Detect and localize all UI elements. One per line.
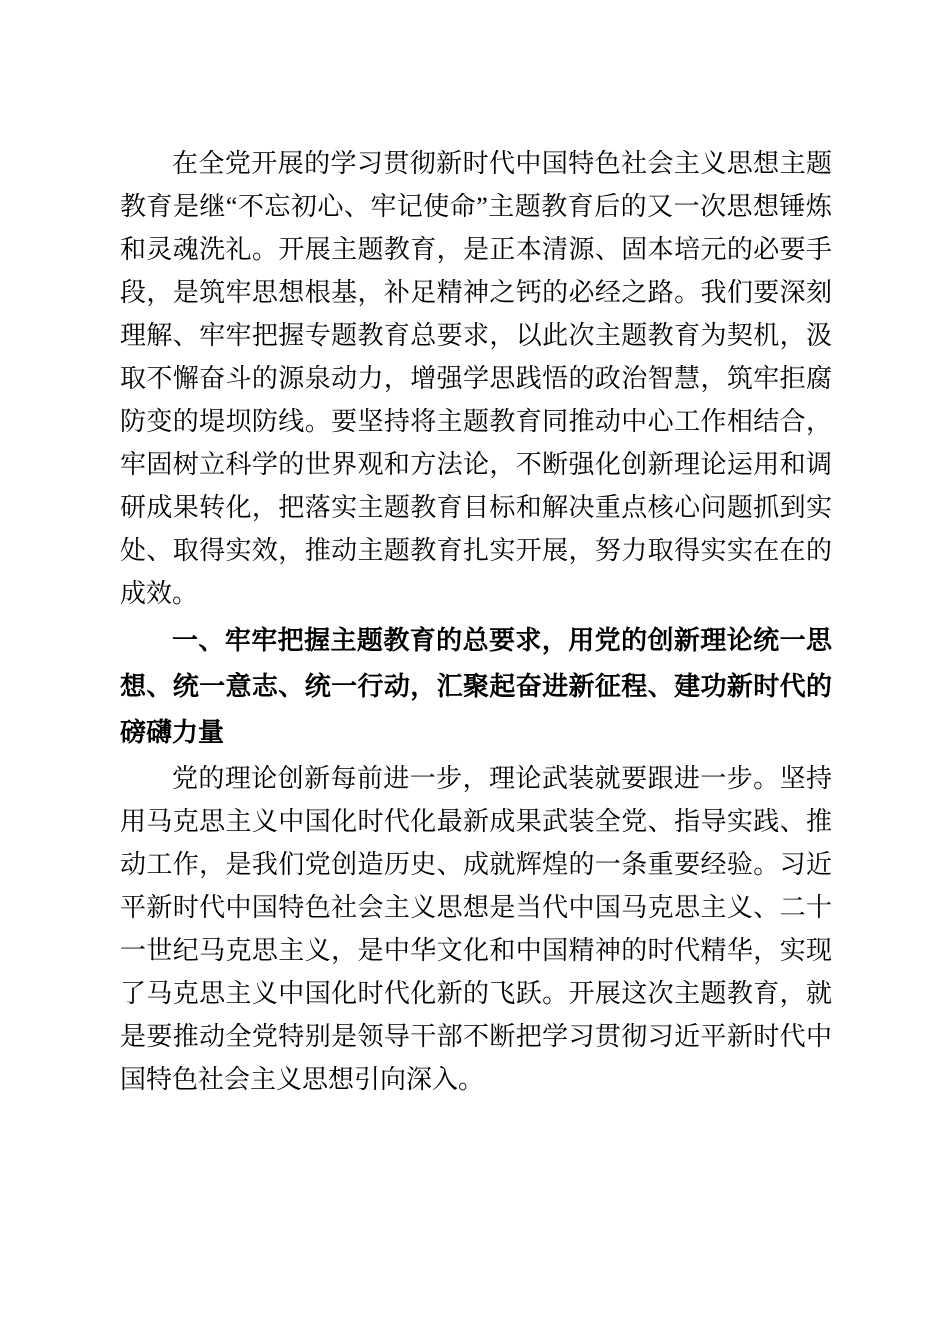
paragraph-intro: 在全党开展的学习贯彻新时代中国特色社会主义思想主题教育是继“不忘初心、牢记使命”主题教育后的又一次思想锤炼和灵魂洗礼。开展主题教育，是正本清源、固本培元的必要手段，是筑牢思想根基，补足精神之钙的必经之路。我们要深刻理解、牢牢把握专题教育总要求，以此次主题教育为契机，汲取不懈奋斗的源泉动力，增强学思践悟的政治智慧，筑牢拒腐防变的堤坝防线。要坚持将主题教育同推动中心工作相结合，牢固树立科学的世界观和方法论，不断强化创新理论运用和调研成果转化，把落实主题教育目标和解决重点核心问题抓到实处、取得实效，推动主题教育扎实开展，努力取得实实在在的成效。 — [120, 149, 832, 608]
section-heading-1: 一、牢牢把握主题教育的总要求，用党的创新理论统一思想、统一意志、统一行动，汇聚起奋进新征程、建功新时代的磅礴力量 — [120, 625, 832, 747]
paragraph-body: 党的理论创新每前进一步，理论武装就要跟进一步。坚持用马克思主义中国化时代化最新成果武装全党、指导实践、推动工作，是我们党创造历史、成就辉煌的一条重要经验。习近平新时代中国特色社会主义思想是当代中国马克思主义、二十一世纪马克思主义，是中华文化和中国精神的时代精华，实现了马克思主义中国化时代化新的飞跃。开展这次主题教育，就是要推动全党特别是领导干部不断把学习贯彻习近平新时代中国特色社会主义思想引向深入。 — [120, 764, 832, 1094]
